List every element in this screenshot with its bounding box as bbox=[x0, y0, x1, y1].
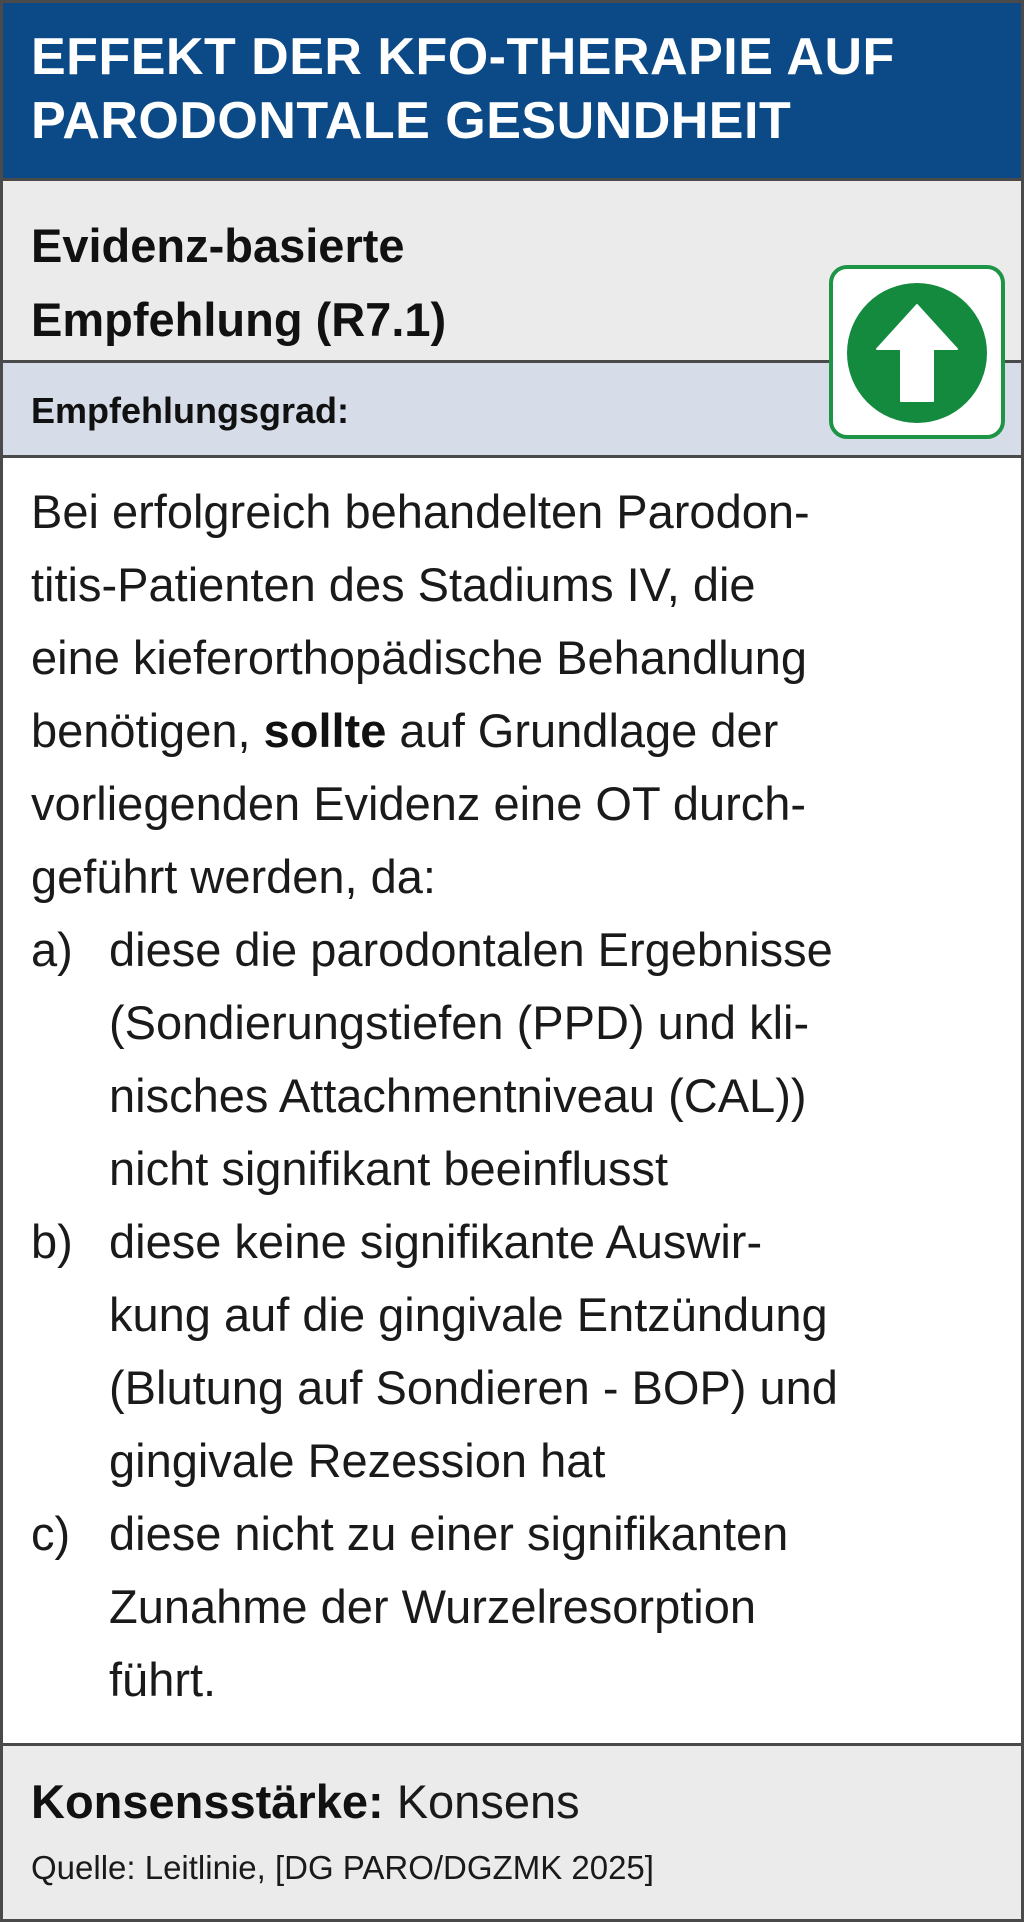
card-footer bbox=[3, 1743, 1021, 1919]
list-line: diese die parodontalen Ergebnisse bbox=[109, 923, 833, 976]
card-header bbox=[3, 3, 1021, 178]
body-line: titis-Patienten des Stadiums IV, die bbox=[31, 558, 756, 611]
list-line: (Sondierungstiefen (PPD) und kli- bbox=[109, 996, 810, 1049]
list-item-b bbox=[31, 1205, 1001, 1497]
grade-label: Empfehlungsgrad: bbox=[31, 390, 350, 431]
consensus-line bbox=[31, 1770, 993, 1834]
list-item-a bbox=[31, 913, 1001, 1205]
list-line: Zunahme der Wurzelresorption bbox=[109, 1580, 756, 1633]
body-line: eine kieferorthopädische Behandlung bbox=[31, 631, 808, 684]
body-line: Bei erfolgreich behandelten Parodon- bbox=[31, 485, 810, 538]
body-line: geführt werden, da: bbox=[31, 850, 436, 903]
up-arrow-icon bbox=[847, 283, 987, 423]
list-line: (Blutung auf Sondieren - BOP) und bbox=[109, 1361, 838, 1414]
list-marker: b) bbox=[31, 1215, 73, 1268]
body-text: auf Grundlage der bbox=[386, 704, 779, 757]
list-item-c bbox=[31, 1497, 1001, 1716]
card-title-line-2: PARODONTALE GESUNDHEIT bbox=[31, 92, 792, 150]
list-line: führt. bbox=[109, 1653, 217, 1706]
consensus-value: Konsens bbox=[383, 1775, 580, 1828]
card-title-line-1: EFFEKT DER KFO-THERAPIE AUF bbox=[31, 28, 895, 86]
consensus-label: Konsensstärke: bbox=[31, 1775, 384, 1828]
body-line-with-emphasis bbox=[31, 694, 1001, 767]
list-marker: c) bbox=[31, 1507, 71, 1560]
list-line: gingivale Rezession hat bbox=[109, 1434, 606, 1487]
emphasis-word: sollte bbox=[263, 704, 387, 757]
list-line: diese keine signifikante Auswir- bbox=[109, 1215, 763, 1268]
recommendation-title-line-2: Empfehlung (R7.1) bbox=[31, 293, 447, 346]
recommendation-grade-badge bbox=[829, 265, 1005, 439]
body-line: vorliegenden Evidenz eine OT durch- bbox=[31, 777, 807, 830]
list-line: nisches Attachmentniveau (CAL)) bbox=[109, 1069, 807, 1122]
recommendation-title-line-1: Evidenz-basierte bbox=[31, 219, 405, 272]
list-marker: a) bbox=[31, 923, 73, 976]
body-text: benötigen, bbox=[31, 704, 264, 757]
list-line: nicht signifikant beeinflusst bbox=[109, 1142, 669, 1195]
list-line: kung auf die gingivale Entzündung bbox=[109, 1288, 828, 1341]
list-line: diese nicht zu einer signifikanten bbox=[109, 1507, 789, 1560]
grade-circle bbox=[847, 283, 987, 423]
recommendation-body bbox=[31, 475, 1001, 1716]
source-citation: Quelle: Leitlinie, [DG PARO/DGZMK 2025] bbox=[31, 1849, 654, 1886]
